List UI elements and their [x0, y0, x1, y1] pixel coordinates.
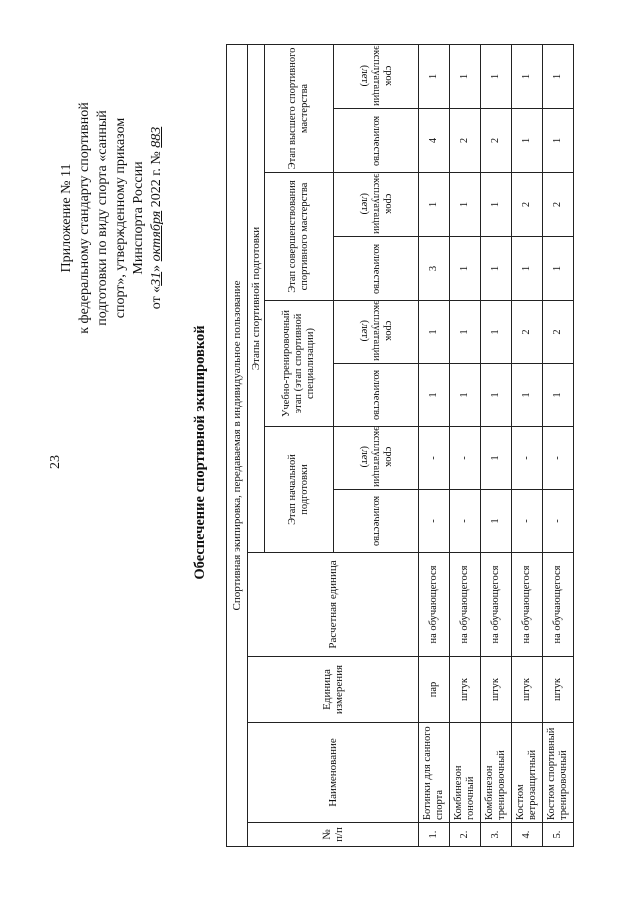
value-cell: 1 — [450, 237, 481, 301]
value-cell: - — [512, 490, 543, 553]
table-row — [543, 44, 574, 846]
value-cell: 1 — [481, 490, 512, 553]
table-row — [512, 44, 543, 846]
annex-line-3: подготовки по виду спорта «санный — [95, 110, 110, 326]
handwritten-number: 883 — [149, 126, 164, 148]
value-cell: - — [450, 490, 481, 553]
row-unit: штук — [450, 657, 481, 723]
value-cell: 1 — [481, 427, 512, 490]
row-number: 5. — [543, 823, 574, 847]
stages-header: Этапы спортивной подготовки — [248, 44, 265, 552]
col-unit-header: Единица измерения — [248, 657, 419, 723]
value-cell: 2 — [512, 173, 543, 237]
row-calc: на обучающегося — [512, 553, 543, 657]
annex-line-5: Минспорта России — [131, 161, 146, 275]
stage-initial-header: Этап начальной подготовки — [265, 427, 334, 553]
row-number: 1. — [419, 823, 450, 847]
value-cell: 3 — [419, 237, 450, 301]
row-calc: на обучающегося — [543, 553, 574, 657]
value-cell: - — [450, 427, 481, 490]
col-name-header: Наименование — [248, 723, 419, 823]
group-header: Спортивная экипировка, передаваемая в индивидуальное пользование — [227, 44, 248, 846]
value-cell: 1 — [419, 364, 450, 427]
handwritten-month: октября — [149, 210, 164, 262]
sub-qty-header: количество — [334, 109, 419, 173]
annex-line-4: спорт», утвержденному приказом — [113, 117, 128, 319]
row-name: Костюм ветрозащитный — [512, 723, 543, 823]
value-cell: 1 — [481, 173, 512, 237]
date-mid: » — [149, 261, 164, 272]
value-cell: 1 — [419, 173, 450, 237]
sub-term-header: срок эксплуатации (лет) — [334, 173, 419, 237]
value-cell: 1 — [543, 109, 574, 173]
value-cell: 1 — [481, 364, 512, 427]
value-cell: 1 — [512, 109, 543, 173]
value-cell: 2 — [543, 173, 574, 237]
row-number: 2. — [450, 823, 481, 847]
stage-improvement-header: Этап совершенствования спортивного мастерства — [265, 173, 334, 301]
row-name: Костюм спортивный тренировочный — [543, 723, 574, 823]
document-title: Обеспечение спортивной экипировкой — [192, 325, 208, 580]
value-cell: 1 — [450, 173, 481, 237]
table-row — [450, 44, 481, 846]
sub-term-header: срок эксплуатации (лет) — [334, 427, 419, 490]
value-cell: 1 — [450, 44, 481, 108]
value-cell: 2 — [481, 109, 512, 173]
row-unit: штук — [481, 657, 512, 723]
row-calc: на обучающегося — [419, 553, 450, 657]
value-cell: 2 — [512, 301, 543, 364]
value-cell: 2 — [543, 301, 574, 364]
value-cell: 1 — [481, 44, 512, 108]
annex-line-2: к федеральному стандарту спортивной — [77, 102, 92, 334]
value-cell: 4 — [419, 109, 450, 173]
sub-qty-header: количество — [334, 237, 419, 301]
value-cell: - — [419, 427, 450, 490]
col-calc-header: Расчетная единица — [248, 553, 419, 657]
row-unit: штук — [543, 657, 574, 723]
row-unit: штук — [512, 657, 543, 723]
sub-qty-header: количество — [334, 490, 419, 553]
row-calc: на обучающегося — [481, 553, 512, 657]
row-name: Комбинезон гоночный — [450, 723, 481, 823]
value-cell: 1 — [512, 44, 543, 108]
annex-date-line — [148, 58, 166, 378]
value-cell: 1 — [543, 364, 574, 427]
date-prefix: от « — [149, 285, 164, 310]
stage-higher-header: Этап высшего спортивного мастерства — [265, 44, 334, 172]
row-name: Комбинезон тренировочный — [481, 723, 512, 823]
value-cell: 1 — [419, 44, 450, 108]
row-number: 4. — [512, 823, 543, 847]
table-row — [419, 44, 450, 846]
handwritten-day: 31 — [149, 271, 164, 286]
value-cell: 1 — [450, 301, 481, 364]
annex-header — [58, 58, 166, 378]
value-cell: 1 — [481, 237, 512, 301]
page-number: 23 — [48, 455, 63, 469]
value-cell: 1 — [512, 237, 543, 301]
annex-line-1: Приложение № 11 — [59, 163, 74, 273]
value-cell: 1 — [450, 364, 481, 427]
value-cell: 1 — [419, 301, 450, 364]
col-num-header: № п/п — [248, 823, 419, 847]
value-cell: - — [543, 490, 574, 553]
value-cell: 2 — [450, 109, 481, 173]
row-number: 3. — [481, 823, 512, 847]
date-suffix: 2022 г. № — [149, 147, 164, 211]
sub-term-header: срок эксплуатации (лет) — [334, 44, 419, 108]
value-cell: - — [512, 427, 543, 490]
table-row — [481, 44, 512, 846]
equipment-table — [226, 44, 574, 847]
value-cell: - — [543, 427, 574, 490]
sub-term-header: срок эксплуатации (лет) — [334, 301, 419, 364]
row-calc: на обучающегося — [450, 553, 481, 657]
value-cell: - — [419, 490, 450, 553]
value-cell: 1 — [512, 364, 543, 427]
sub-qty-header: количество — [334, 364, 419, 427]
value-cell: 1 — [543, 44, 574, 108]
row-unit: пар — [419, 657, 450, 723]
stage-training-header: Учебно-тренировочный этап (этап спортивной специализации) — [265, 301, 334, 427]
value-cell: 1 — [543, 237, 574, 301]
value-cell: 1 — [481, 301, 512, 364]
row-name: Ботинки для санного спорта — [419, 723, 450, 823]
